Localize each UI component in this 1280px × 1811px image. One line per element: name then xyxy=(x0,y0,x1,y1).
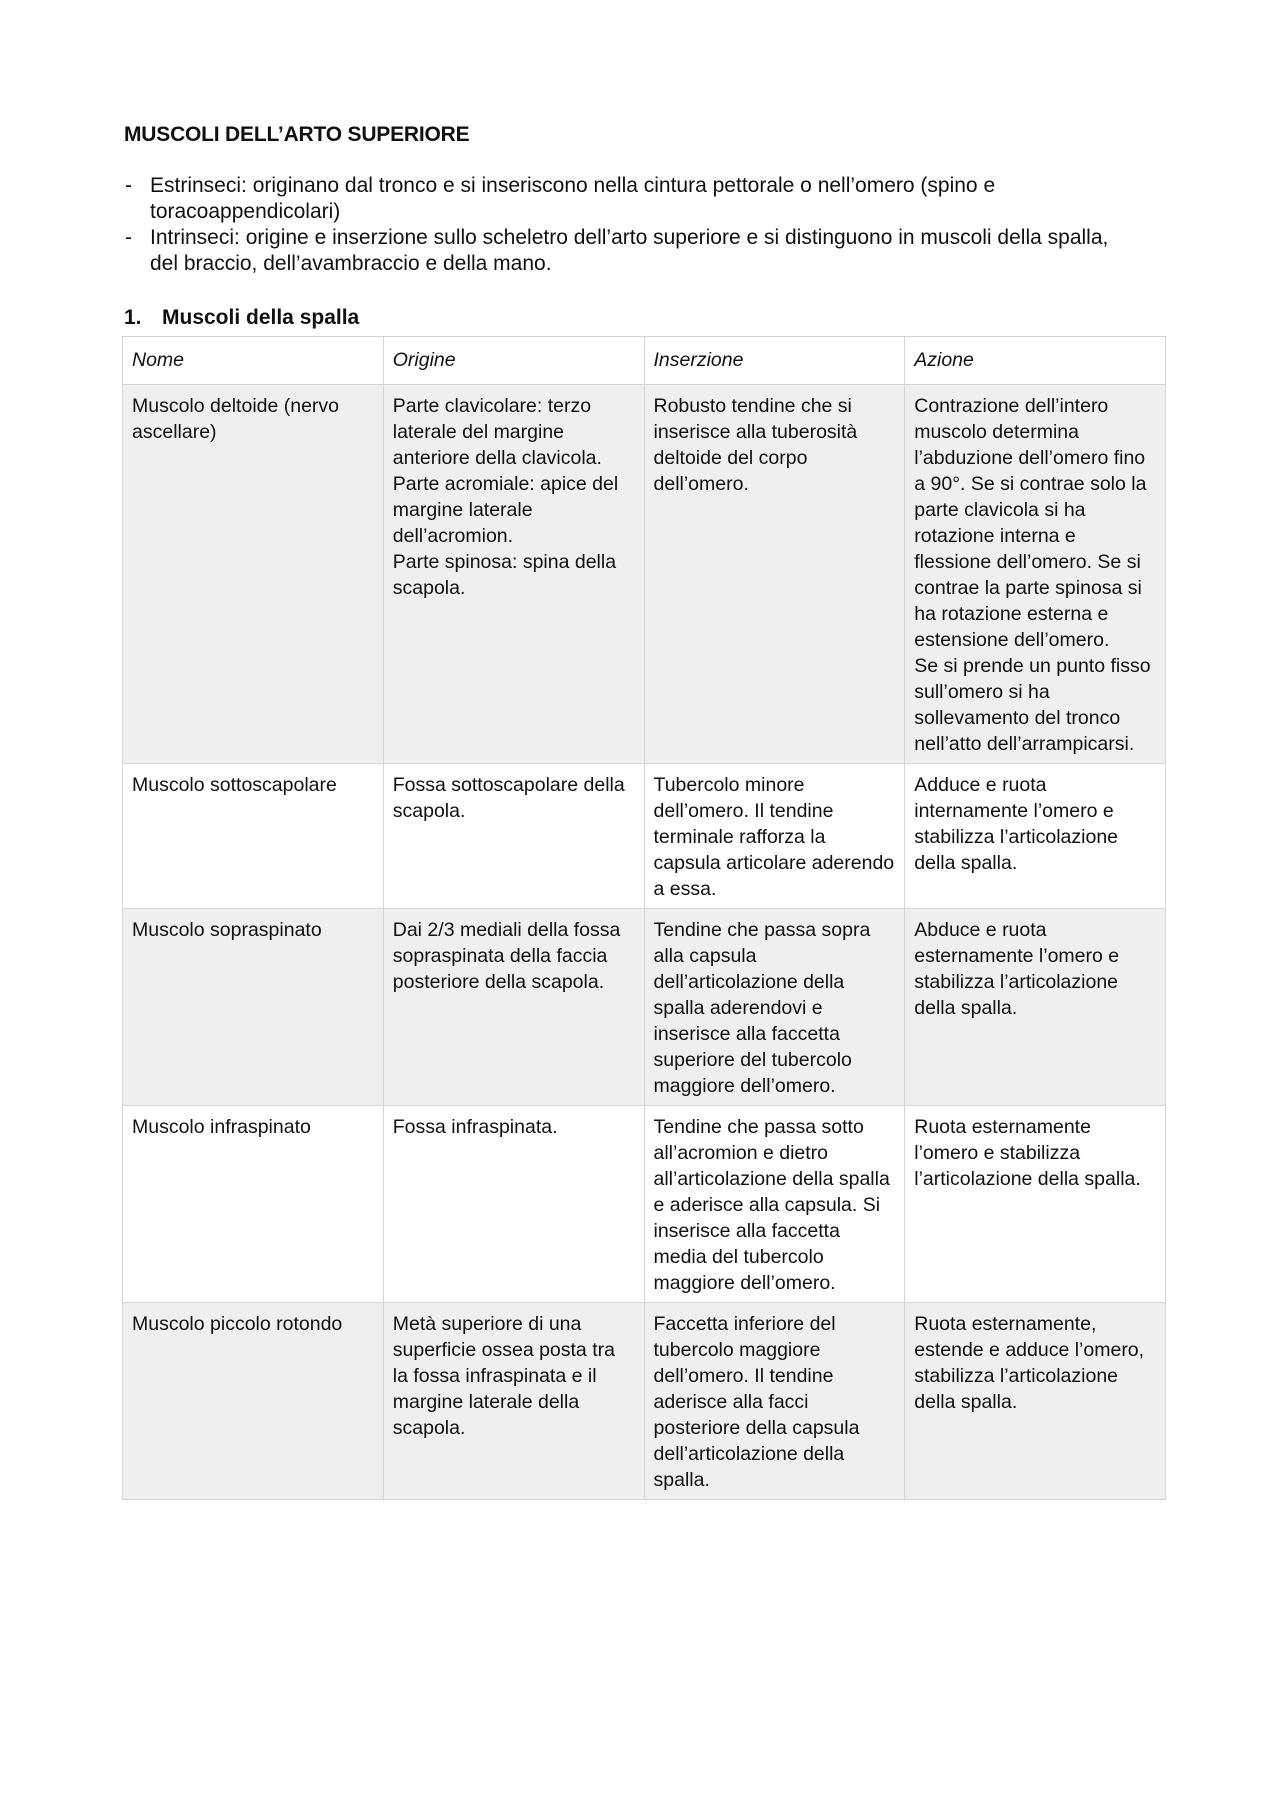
cell-text: Muscolo deltoide (nervo ascellare) xyxy=(132,395,340,443)
table-row xyxy=(123,1106,1166,1303)
header-azione: Azione xyxy=(905,337,1166,385)
cell-text: Tendine che passa sotto all’acromion e dietro all’articolazione della spalla e aderisce alla capsula. Si inserisce alla faccetta media del tubercolo maggiore dell’omero. xyxy=(653,1116,890,1294)
cell-azione xyxy=(905,385,1166,764)
cell-text: Contrazione dell’intero muscolo determina l’abduzione dell’omero fino a 90°. Se si contrae solo la parte clavicola si ha rotazione interna e flessione dell’omero. Se si contrae la parte spinosa si ha rotazione esterna e estensione dell’omero. Se si prende un punto fisso sull’omero si ha sollevamento del tronco nell’atto dell’arrampicarsi. xyxy=(914,395,1151,755)
bullet-marker: - xyxy=(125,226,132,249)
cell-text: Muscolo piccolo rotondo xyxy=(132,1313,343,1335)
cell-nome xyxy=(123,909,384,1106)
cell-azione xyxy=(905,764,1166,909)
cell-origine xyxy=(383,1303,644,1500)
cell-text: Metà superiore di una superficie ossea posta tra la fossa infraspinata e il margine laterale della scapola. xyxy=(392,1313,615,1439)
cell-nome xyxy=(123,1303,384,1500)
cell-azione xyxy=(905,1303,1166,1500)
table-row xyxy=(123,909,1166,1106)
cell-text: Abduce e ruota esternamente l’omero e stabilizza l’articolazione della spalla. xyxy=(914,919,1120,1019)
cell-nome xyxy=(123,385,384,764)
cell-text: Muscolo infraspinato xyxy=(132,1116,311,1138)
cell-origine xyxy=(383,909,644,1106)
bullet-text: Estrinseci: originano dal tronco e si inseriscono nella cintura pettorale o nell’omero (spino e toracoappendicolari) xyxy=(150,174,996,223)
cell-text: Dai 2/3 mediali della fossa sopraspinata della faccia posteriore della scapola. xyxy=(392,919,621,993)
cell-text: Fossa infraspinata. xyxy=(392,1116,558,1138)
cell-origine xyxy=(383,1106,644,1303)
cell-azione xyxy=(905,1106,1166,1303)
bullet-marker: - xyxy=(125,174,132,197)
cell-inserzione xyxy=(644,1106,905,1303)
cell-azione xyxy=(905,909,1166,1106)
muscles-table xyxy=(122,336,1166,1500)
header-inserzione: Inserzione xyxy=(644,337,905,385)
cell-text: Fossa sottoscapolare della scapola. xyxy=(392,774,625,822)
cell-text: Ruota esternamente, estende e adduce l’omero, stabilizza l’articolazione della spalla. xyxy=(914,1313,1145,1413)
cell-nome xyxy=(123,764,384,909)
header-origine: Origine xyxy=(383,337,644,385)
cell-origine xyxy=(383,385,644,764)
cell-text: Parte clavicolare: terzo laterale del margine anteriore della clavicola. Parte acromiale: apice del margine laterale dell’acromion. Parte spinosa: spina della scapola. xyxy=(392,395,619,599)
bullet-intrinseci xyxy=(124,225,1134,277)
table-row xyxy=(123,1303,1166,1500)
cell-inserzione xyxy=(644,764,905,909)
cell-text: Faccetta inferiore del tubercolo maggiore dell’omero. Il tendine aderisce alla facci posteriore della capsula dell’articolazione della spalla. xyxy=(653,1313,860,1491)
section-number: 1. xyxy=(124,306,142,329)
cell-inserzione xyxy=(644,909,905,1106)
cell-inserzione xyxy=(644,385,905,764)
table-row xyxy=(123,764,1166,909)
bullet-estrinseci xyxy=(124,173,1134,225)
section-title: Muscoli della spalla xyxy=(162,306,360,329)
document-title: MUSCOLI DELL’ARTO SUPERIORE xyxy=(124,123,470,146)
header-nome: Nome xyxy=(123,337,384,385)
section-heading xyxy=(124,306,359,330)
cell-text: Tendine che passa sopra alla capsula dell’articolazione della spalla aderendovi e inserisce alla faccetta superiore del tubercolo maggiore dell’omero. xyxy=(653,919,871,1097)
cell-nome xyxy=(123,1106,384,1303)
intro-bullet-list xyxy=(124,173,1134,277)
cell-inserzione xyxy=(644,1303,905,1500)
cell-text: Ruota esternamente l’omero e stabilizza l’articolazione della spalla. xyxy=(914,1116,1141,1190)
cell-text: Muscolo sottoscapolare xyxy=(132,774,337,796)
table-row xyxy=(123,385,1166,764)
cell-origine xyxy=(383,764,644,909)
cell-text: Muscolo sopraspinato xyxy=(132,919,322,941)
cell-text: Adduce e ruota internamente l’omero e stabilizza l’articolazione della spalla. xyxy=(914,774,1119,874)
cell-text: Tubercolo minore dell’omero. Il tendine terminale rafforza la capsula articolare aderendo a essa. xyxy=(653,774,895,900)
cell-text: Robusto tendine che si inserisce alla tuberosità deltoide del corpo dell’omero. xyxy=(653,395,858,495)
bullet-text: Intrinseci: origine e inserzione sullo scheletro dell’arto superiore e si distinguono in muscoli della spalla, del braccio, dell’avambraccio e della mano. xyxy=(150,226,1109,275)
table-header-row xyxy=(123,337,1166,385)
